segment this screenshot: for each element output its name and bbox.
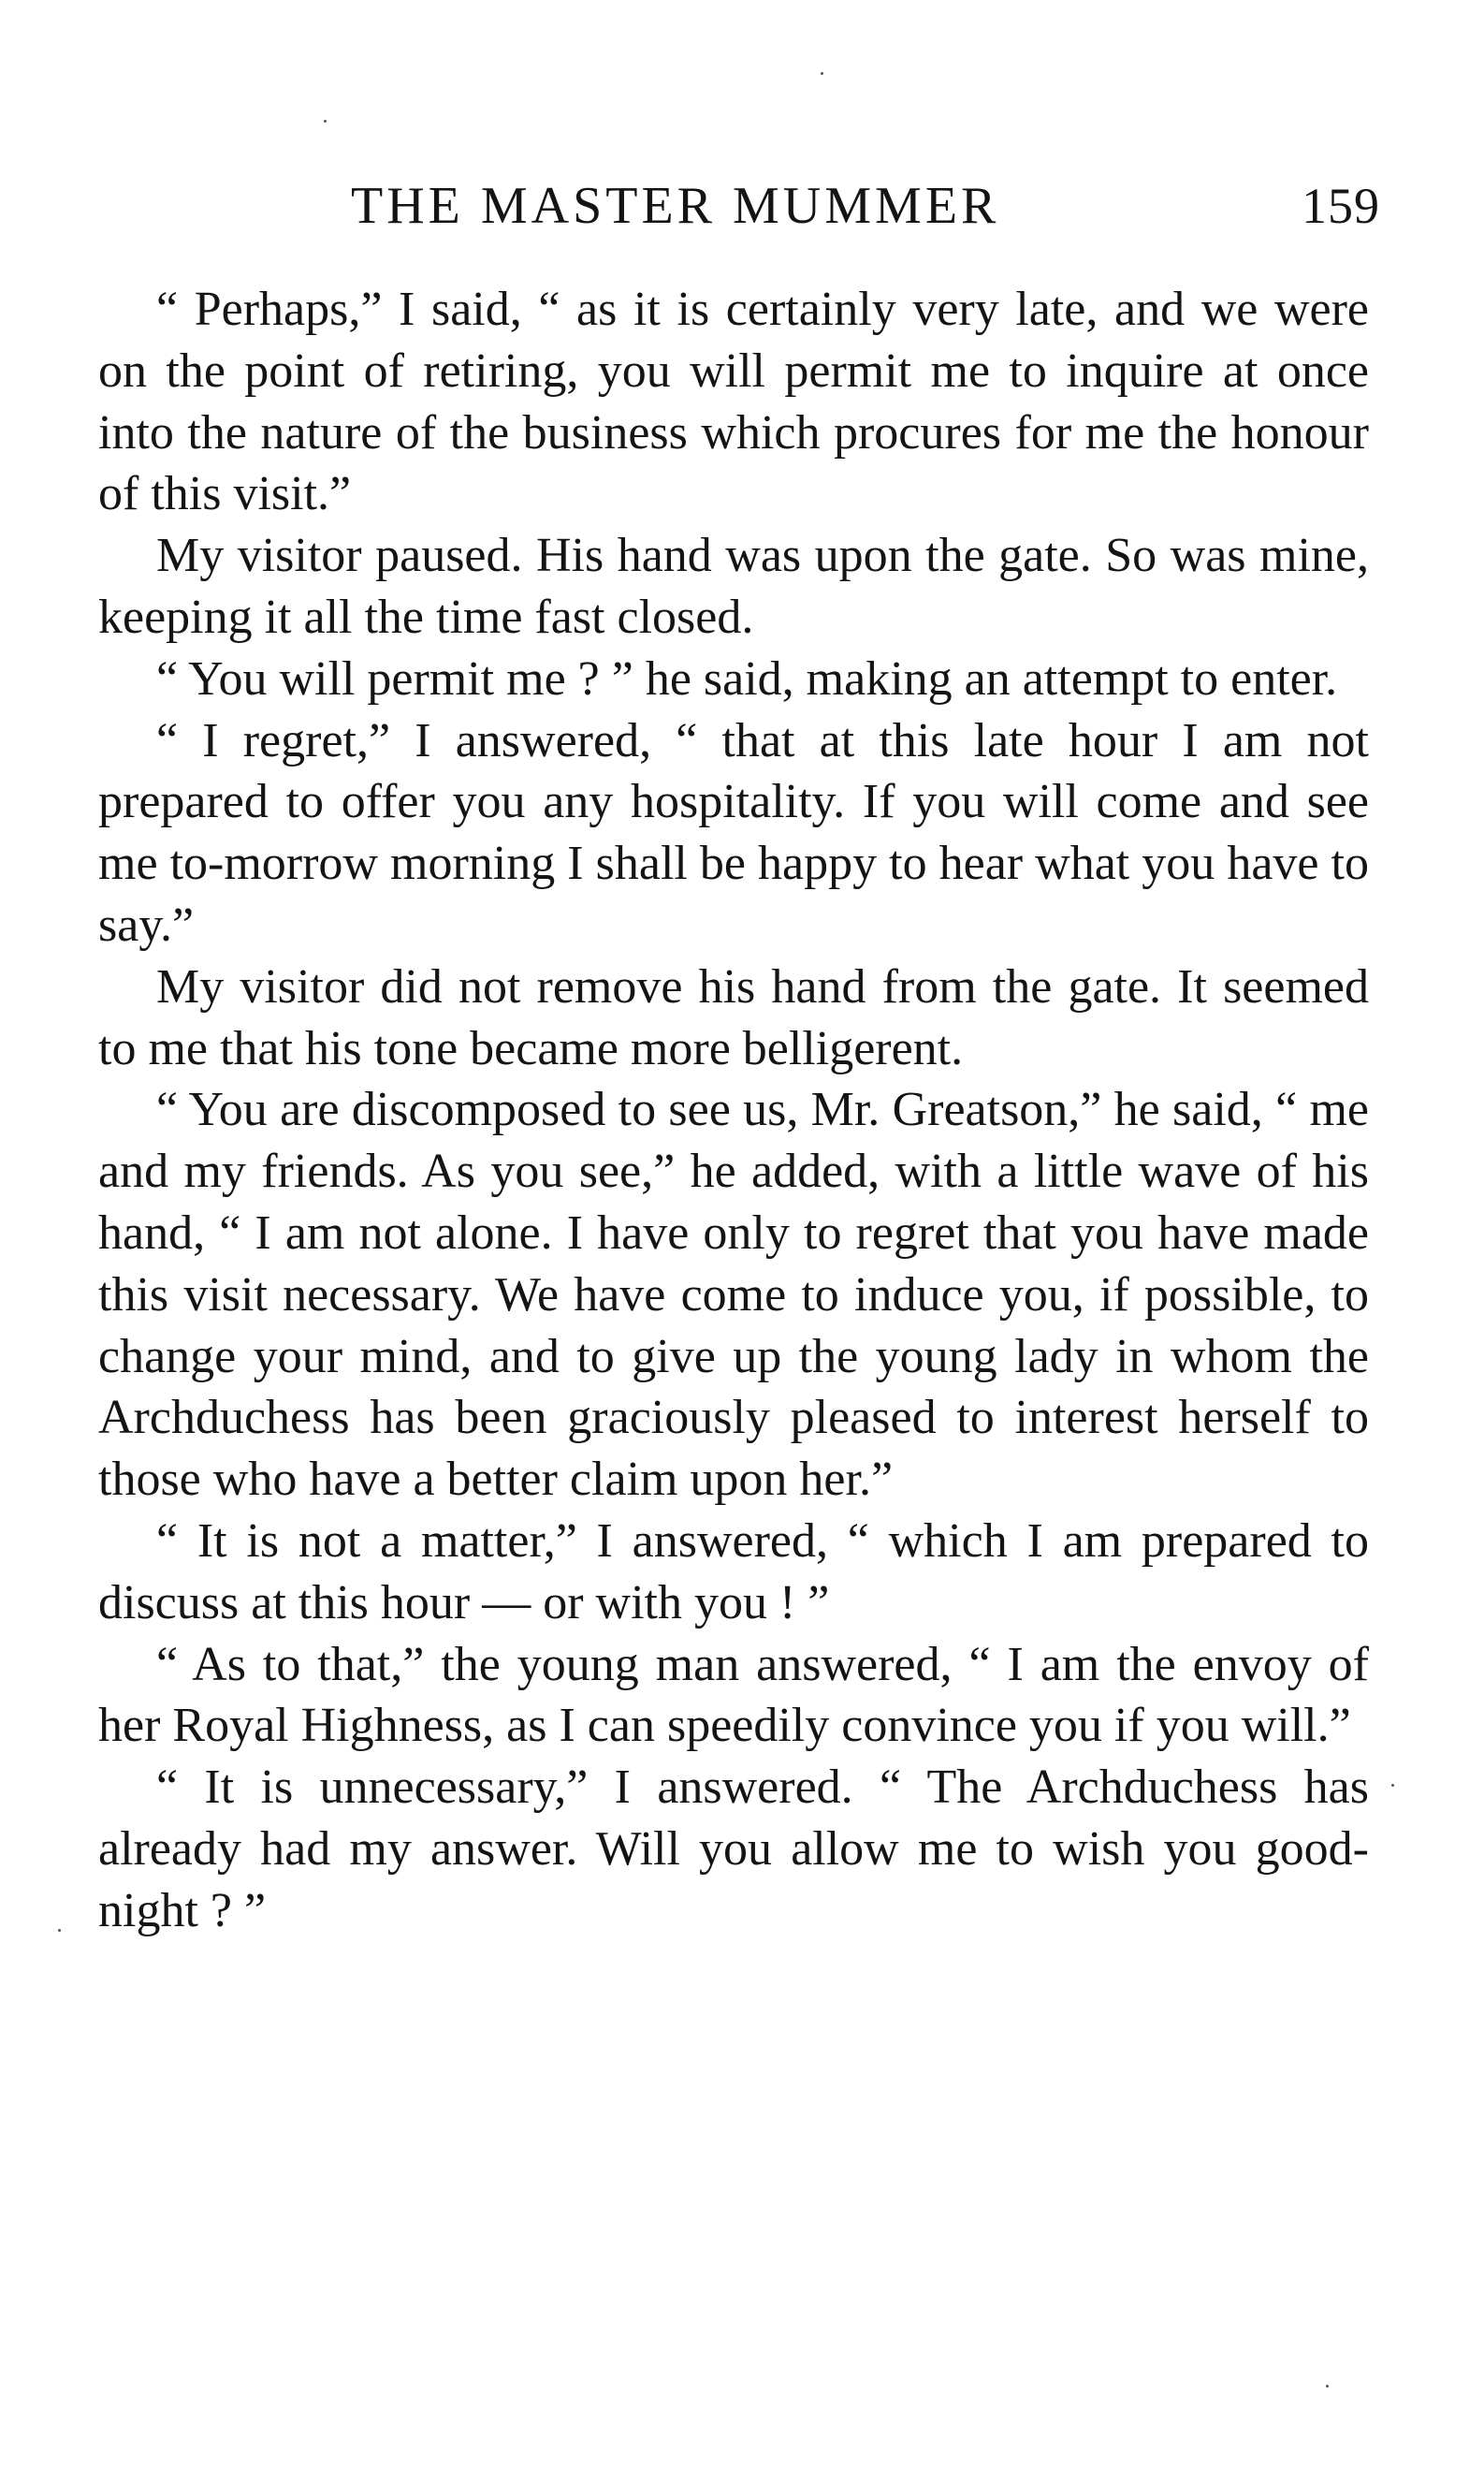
paper-speck xyxy=(821,72,823,75)
running-title: THE MASTER MUMMER xyxy=(351,177,1000,235)
paragraph: My visitor did not remove his hand from the gate. It seemed to me that his tone became more belligerent. xyxy=(98,959,1369,1075)
paragraph: “ It is unnecessary,” I answered. “ The Archduchess has already had my answer. Will you allow me to wish you good-night ? ” xyxy=(98,1760,1369,1937)
paragraph: “ Perhaps,” I said, “ as it is certainly very late, and we were on the point of retiring, you will permit me to inquire at once into the nature of the business which procures for me the honour of this visit.” xyxy=(98,283,1369,521)
paragraph: “ It is not a matter,” I answered, “ which I am prepared to discuss at this hour — or with you ! ” xyxy=(98,1513,1369,1629)
paragraph: “ As to that,” the young man answered, “ I am the envoy of her Royal Highness, as I can speedily convince you if you will.” xyxy=(98,1637,1369,1753)
page-number: 159 xyxy=(1302,178,1380,234)
paragraph: “ You are discomposed to see us, Mr. Greatson,” he said, “ me and my friends. As you see,” he added, with a little wave of his hand, “ I am not alone. I have only to regret that you have made this visit necessary. We have come to induce you, if possible, to change your mind, and to give up the young lady in whom the Archduchess has been graciously pleased to interest herself to those who have a better claim upon her.” xyxy=(98,1083,1369,1507)
running-head xyxy=(98,168,1380,243)
paper-speck xyxy=(1391,1784,1394,1787)
paragraph: My visitor paused. His hand was upon the gate. So was mine, keeping it all the time fast closed. xyxy=(98,529,1369,644)
paper-speck xyxy=(58,1929,61,1932)
paragraph: “ You will permit me ? ” he said, making an attempt to enter. xyxy=(156,651,1338,706)
body-text xyxy=(98,279,1369,1942)
paper-speck xyxy=(324,120,327,123)
paragraph: “ I regret,” I answered, “ that at this late hour I am not prepared to offer you any hospitality. If you will come and see me to-morrow morning I shall be happy to hear what you have to say.” xyxy=(98,713,1369,952)
paper-speck xyxy=(1326,2385,1329,2388)
